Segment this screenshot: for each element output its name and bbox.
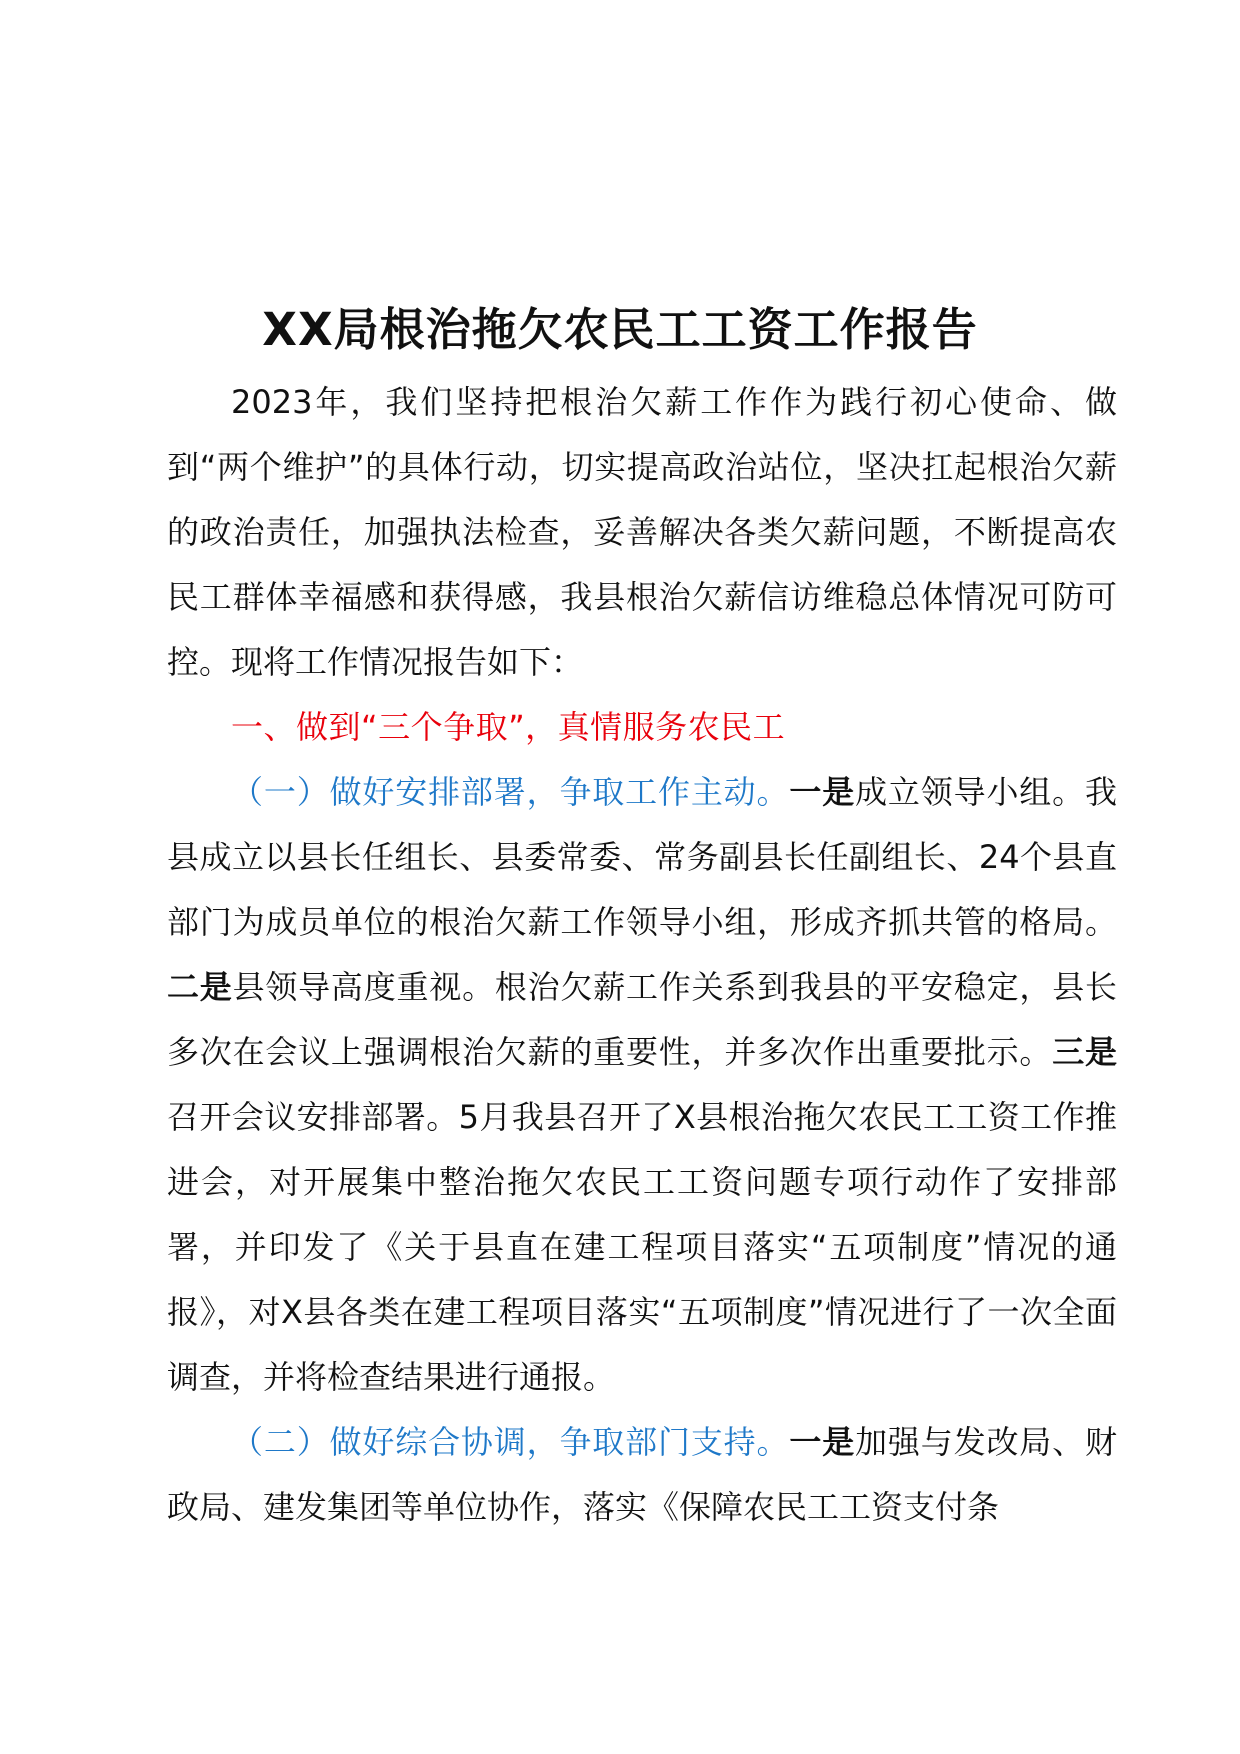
point-text: 召开会议安排部署。5月我县召开了X县根治拖欠农民工工资工作推进会，对开展集中整治拖欠农民工工资问题专项行动作了安排部署，并印发了《关于县直在建工程项目落实“五项制度”情况的通报》，对X县各类在建工程项目落实“五项制度”情况进行了一次全面调查，并将检查结果进行通报。 <box>167 1098 1117 1396</box>
subsection-heading-2: （二）做好综合协调，争取部门支持。 <box>231 1423 790 1461</box>
point-text: 加强与发改局、财政局、建发集团等单位协作，落实《保障农民工工资支付条 <box>167 1423 1117 1526</box>
point-label: 三是 <box>1052 1033 1117 1071</box>
point-text: 县领导高度重视。根治欠薪工作关系到我县的平安稳定，县长多次在会议上强调根治欠薪的重要性，并多次作出重要批示。 <box>167 968 1117 1071</box>
section-heading-1: 一、做到“三个争取”，真情服务农民工 <box>231 708 786 746</box>
point-label: 一是 <box>789 773 856 811</box>
point-label: 一是 <box>789 1423 856 1461</box>
subsection-paragraph-2 <box>167 1410 1117 1540</box>
document-body <box>167 370 1117 1540</box>
point-label: 二是 <box>167 968 233 1006</box>
intro-paragraph: 2023年，我们坚持把根治欠薪工作作为践行初心使命、做到“两个维护”的具体行动，切实提高政治站位，坚决扛起根治欠薪的政治责任，加强执法检查，妥善解决各类欠薪问题，不断提高农民工群体幸福感和获得感，我县根治欠薪信访维稳总体情况可防可控。现将工作情况报告如下： <box>167 383 1117 681</box>
document-title: XX局根治拖欠农民工工资工作报告 <box>262 303 978 357</box>
point-text: 成立领导小组。我县成立以县长任组长、县委常委、常务副县长任副组长、24个县直部门为成员单位的根治欠薪工作领导小组，形成齐抓共管的格局。 <box>167 773 1117 941</box>
subsection-heading-1: （一）做好安排部署，争取工作主动。 <box>231 773 790 811</box>
subsection-paragraph-1 <box>167 760 1117 1410</box>
